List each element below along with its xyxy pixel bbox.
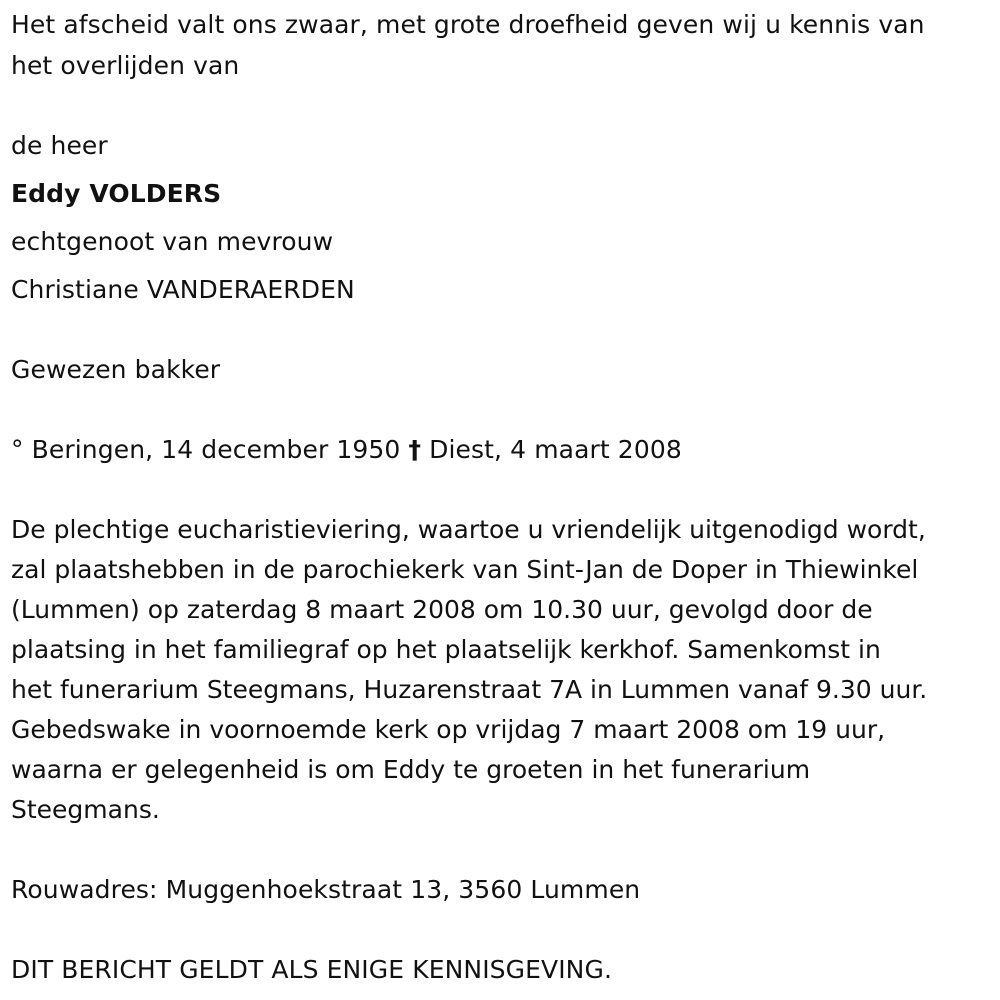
birth-date: Beringen, 14 december 1950 — [31, 435, 401, 464]
death-notice — [11, 0, 996, 1000]
ceremony-line: (Lummen) op zaterdag 8 maart 2008 om 10.30 uur, gevolgd door de — [11, 595, 873, 624]
ceremony-line: zal plaatshebben in de parochiekerk van Sint-Jan de Doper in Thiewinkel — [11, 555, 919, 584]
dagger-icon: † — [408, 435, 422, 464]
ceremony-line: Gebedswake in voornoemde kerk op vrijdag 7 maart 2008 om 19 uur, — [11, 715, 886, 744]
salutation: de heer — [11, 131, 108, 160]
ceremony-line: De plechtige eucharistieviering, waartoe u vriendelijk uitgenodigd wordt, — [11, 515, 926, 544]
ceremony-line: waarna er gelegenheid is om Eddy te groeten in het funerarium — [11, 755, 811, 784]
mourning-address: Rouwadres: Muggenhoekstraat 13, 3560 Lummen — [11, 875, 641, 904]
notice-statement: DIT BERICHT GELDT ALS ENIGE KENNISGEVING. — [11, 955, 612, 984]
ceremony-line: Steegmans. — [11, 795, 160, 824]
occupation: Gewezen bakker — [11, 355, 221, 384]
ceremony-paragraph — [11, 510, 927, 830]
life-dates — [11, 430, 682, 470]
death-date: Diest, 4 maart 2008 — [429, 435, 682, 464]
intro-line-2: het overlijden van — [11, 51, 240, 80]
spouse-relation: echtgenoot van mevrouw — [11, 227, 334, 256]
birth-symbol: ° — [11, 435, 24, 464]
spouse-name: Christiane VANDERAERDEN — [11, 275, 355, 304]
ceremony-line: plaatsing in het familiegraf op het plaatselijk kerkhof. Samenkomst in — [11, 635, 881, 664]
ceremony-line: het funerarium Steegmans, Huzarenstraat 7A in Lummen vanaf 9.30 uur. — [11, 675, 928, 704]
intro-line-1: Het afscheid valt ons zwaar, met grote droefheid geven wij u kennis van — [11, 10, 925, 39]
deceased-name: Eddy VOLDERS — [11, 179, 222, 208]
